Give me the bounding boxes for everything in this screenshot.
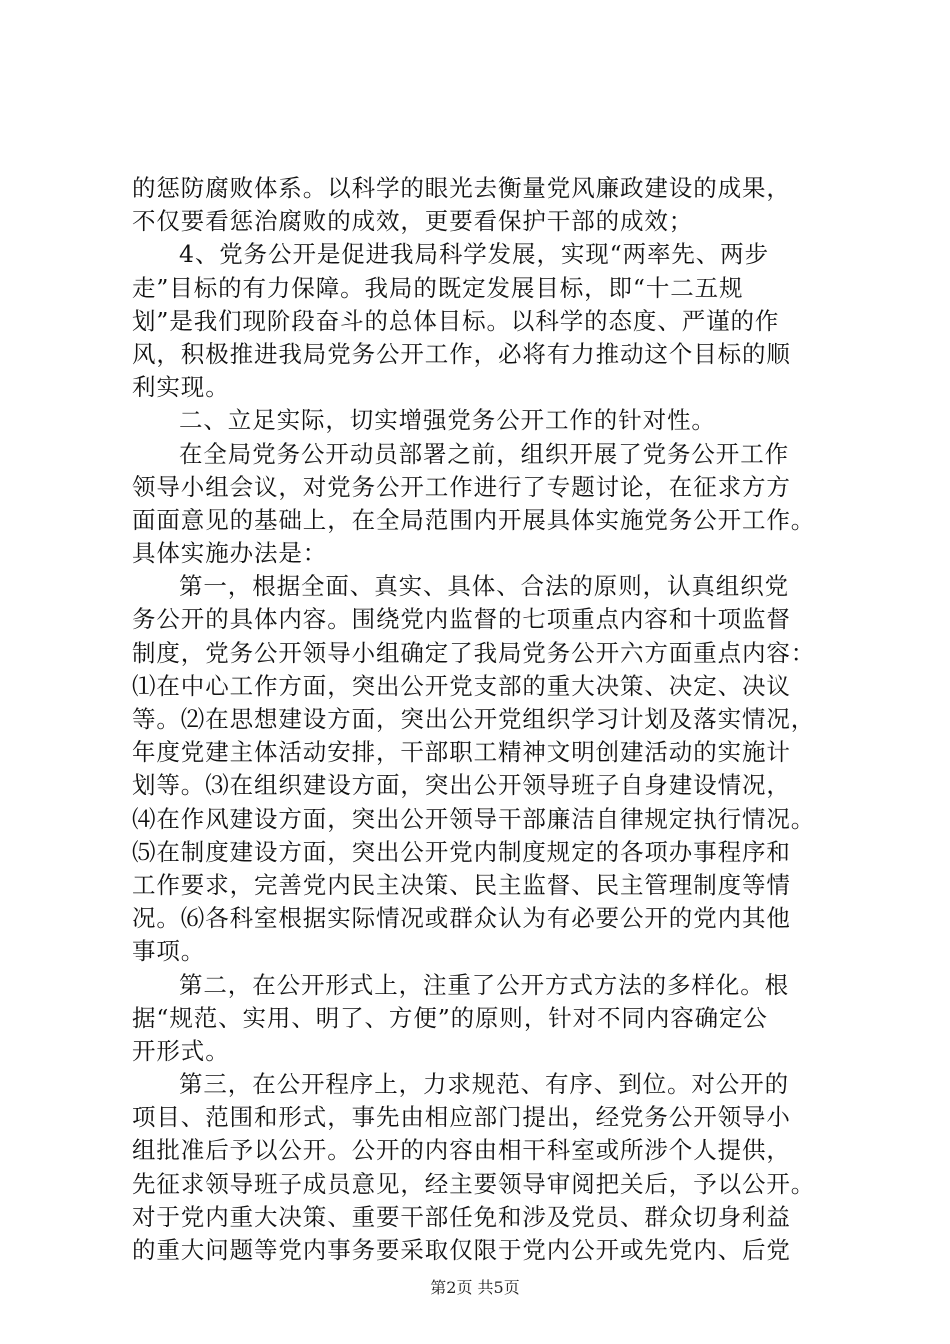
text-line: 划等。⑶在组织建设方面，突出公开领导班子自身建设情况，: [132, 771, 791, 800]
text-line: 不仅要看惩治腐败的成效，更要看保护干部的成效；: [132, 207, 694, 236]
text-line: 对于党内重大决策、重要干部任免和涉及党员、群众切身利益: [132, 1202, 791, 1231]
text-line: ⑴在中心工作方面，突出公开党支部的重大决策、决定、决议: [132, 671, 791, 700]
text-line: 年度党建主体活动安排，干部职工精神文明创建活动的实施计: [132, 738, 791, 767]
text-line: 领导小组会议，对党务公开工作进行了专题讨论，在征求方方: [132, 472, 791, 501]
text-line: 划”是我们现阶段奋斗的总体目标。以科学的态度、严谨的作: [132, 306, 780, 335]
text-line: 利实现。: [132, 373, 230, 402]
text-line: 务公开的具体内容。围绕党内监督的七项重点内容和十项监督: [132, 605, 791, 634]
text-line: 的惩防腐败体系。以科学的眼光去衡量党风廉政建设的成果，: [132, 174, 791, 202]
text-line: ⑷在作风建设方面，突出公开领导干部廉洁自律规定执行情况。: [132, 804, 816, 833]
text-line: 面面意见的基础上，在全局范围内开展具体实施党务公开工作。: [132, 505, 816, 534]
text-line: 第二，在公开形式上，注重了公开方式方法的多样化。根: [179, 970, 789, 999]
text-line: 组批准后予以公开。公开的内容由相干科室或所涉个人提供，: [132, 1136, 791, 1165]
text-line: 项目、范围和形式，事先由相应部门提出，经党务公开领导小: [132, 1103, 791, 1132]
text-line: 走”目标的有力保障。我局的既定发展目标，即“十二五规: [132, 273, 744, 302]
text-line: 事项。: [132, 937, 206, 966]
text-line: 具体实施办法是：: [132, 539, 328, 568]
page-number-label: 第2页 共5页: [430, 1278, 520, 1297]
text-line: 工作要求，完善党内民主决策、民主监督、民主管理制度等情: [132, 870, 791, 899]
text-line: 第三，在公开程序上，力求规范、有序、到位。对公开的: [179, 1070, 789, 1099]
document-body: [132, 172, 832, 1267]
text-line: 的重大问题等党内事务要采取仅限于党内公开或先党内、后党: [132, 1236, 791, 1264]
text-line: 风，积极推进我局党务公开工作，必将有力推动这个目标的顺: [132, 339, 791, 368]
text-line: 先征求领导班子成员意见，经主要领导审阅把关后，予以公开。: [132, 1169, 816, 1198]
section-heading: 二、立足实际，切实增强党务公开工作的针对性。: [179, 406, 716, 435]
text-line: 制度，党务公开领导小组确定了我局党务公开六方面重点内容：: [132, 638, 816, 667]
text-line: 况。⑹各科室根据实际情况或群众认为有必要公开的党内其他: [132, 904, 791, 933]
text-line: ⑸在制度建设方面，突出公开党内制度规定的各项办事程序和: [132, 837, 791, 866]
text-line: 据“规范、实用、明了、方便”的原则，针对不同内容确定公: [132, 1003, 768, 1032]
text-line: 在全局党务公开动员部署之前，组织开展了党务公开工作: [179, 439, 789, 468]
text-line: 第一，根据全面、真实、具体、合法的原则，认真组织党: [179, 572, 789, 601]
text-line: 开形式。: [132, 1036, 230, 1065]
text-line: 4、党务公开是促进我局科学发展，实现“两率先、两步: [179, 240, 769, 269]
text-line: 等。⑵在思想建设方面，突出公开党组织学习计划及落实情况，: [132, 705, 816, 733]
page-footer: [0, 1278, 950, 1298]
